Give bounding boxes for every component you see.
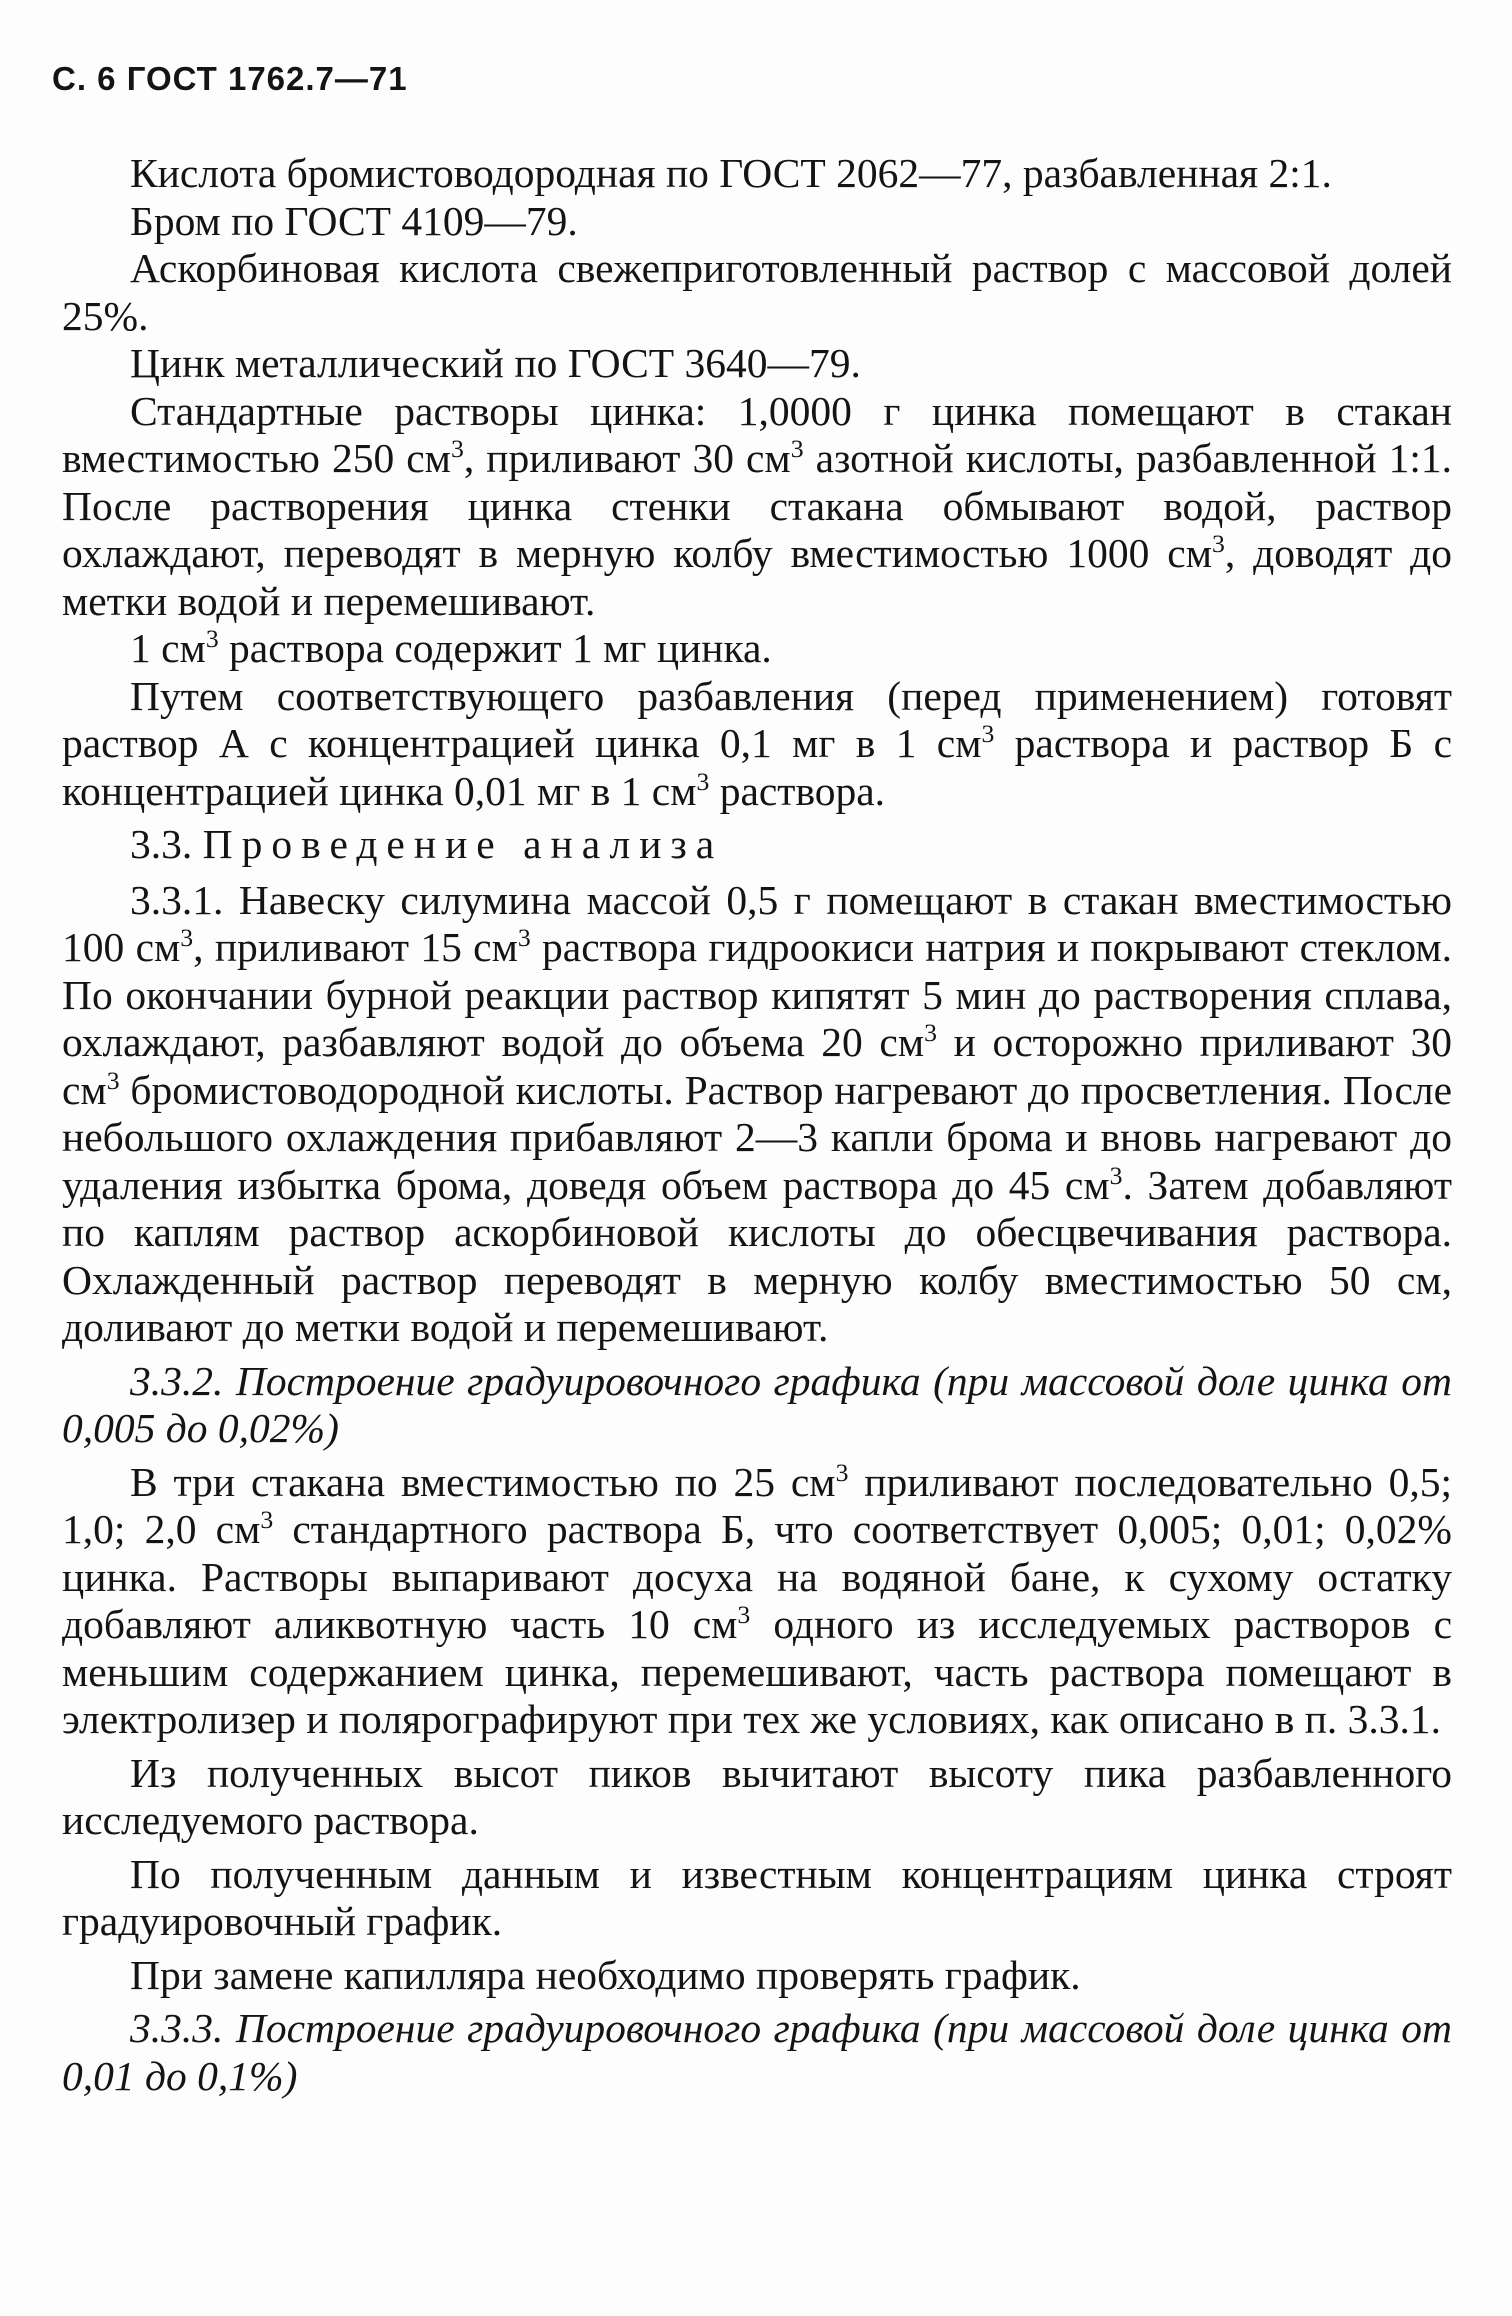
paragraph-solution-contains: 1 $см^3$ раствора содержит 1 мг цинка. <box>130 624 772 671</box>
paragraph-dilution: Путем соответствующего разбавления (перед применением) готовят раствор А с концентрацией цинка 0,1 мг в 1 $см^3$ раствора и раствор Б с концентрацией цинка 0,01 мг в 1 $см^3$ раствора. <box>62 672 1453 814</box>
section-heading-analysis <box>62 821 1452 869</box>
paragraph-zinc-metal: Цинк металлический по ГОСТ 3640—79. <box>130 340 861 386</box>
paragraph-3-3-1: 3.3.1. Навеску силумина массой 0,5 г помещают в стакан вместимостью 100 $см^3$, приливают 15 $см^3$ раствора гидроокиси натрия и покрывают стеклом. По окончании бурной реакции раствор кипятят 5 мин до растворения сплава, охлаждают, разбавляют водой до объема 20 $см^3$ и осторожно приливают 30 $см^3$ бромистоводородной кислоты. Раствор нагревают до просветления. После небольшого охлаждения прибавляют 2—3 капли брома и вновь нагревают до удаления избытка брома, доведя объем раствора до 45 $см^3$. Затем добавляют по каплям раствор аскорбиновой кислоты до обесцвечивания раствора. Охлажденный раствор переводят в мерную колбу вместимостью 50 см, доливают до метки водой и перемешивают. <box>62 876 1453 1350</box>
subheading-3-3-3: 3.3.3. Построение градуировочного графика (при массовой доле цинка от 0,01 до 0,1%) <box>62 2005 1452 2099</box>
paragraph-ascorbic-acid: Аскорбиновая кислота свежеприготовленный раствор с массовой долей 25%. <box>62 245 1452 339</box>
subheading-3-3-2: 3.3.2. Построение градуировочного графика (при массовой доле цинка от 0,005 до 0,02%) <box>62 1357 1452 1451</box>
paragraph-peak-heights: Из полученных высот пиков вычитают высоту пика разбавленного исследуемого раствора. <box>62 1749 1452 1843</box>
paragraph-capillary: При замене капилляра необходимо проверять график. <box>130 1951 1081 1998</box>
section-number: 3.3. <box>130 821 193 867</box>
paragraph-calibration-graph: По полученным данным и известным концентрациям цинка строят градуировочный график. <box>62 1850 1452 1944</box>
section-title: Проведение анализа <box>202 821 724 867</box>
paragraph-hydrobromic-acid: Кислота бромистоводородная по ГОСТ 2062—77, разбавленная 2:1. <box>130 150 1332 196</box>
document-body <box>62 150 1452 2106</box>
running-head: С. 6 ГОСТ 1762.7—71 <box>52 60 408 97</box>
paragraph-bromine: Бром по ГОСТ 4109—79. <box>130 197 578 244</box>
paragraph-three-beakers: В три стакана вместимостью по 25 $см^3$ приливают последовательно 0,5; 1,0; 2,0 $см^3$ стандартного раствора Б, что соответствует 0,005; 0,01; 0,02% цинка. Растворы выпаривают досуха на водяной бане, к сухому остатку добавляют аликвотную часть 10 $см^3$ одного из исследуемых растворов с меньшим содержанием цинка, перемешивают, часть раствора помещают в электролизер и полярографируют при тех же условиях, как описано в п. 3.3.1. <box>62 1457 1452 1742</box>
paragraph-standard-solutions: Стандартные растворы цинка: 1,0000 г цинка помещают в стакан вместимостью 250 $см^3$, приливают 30 $см^3$ азотной кислоты, разбавленной 1:1. После растворения цинка стенки стакана обмывают водой, раствор охлаждают, переводят в мерную колбу вместимостью 1000 $см^3$, доводят до метки водой и перемешивают. <box>62 387 1453 624</box>
